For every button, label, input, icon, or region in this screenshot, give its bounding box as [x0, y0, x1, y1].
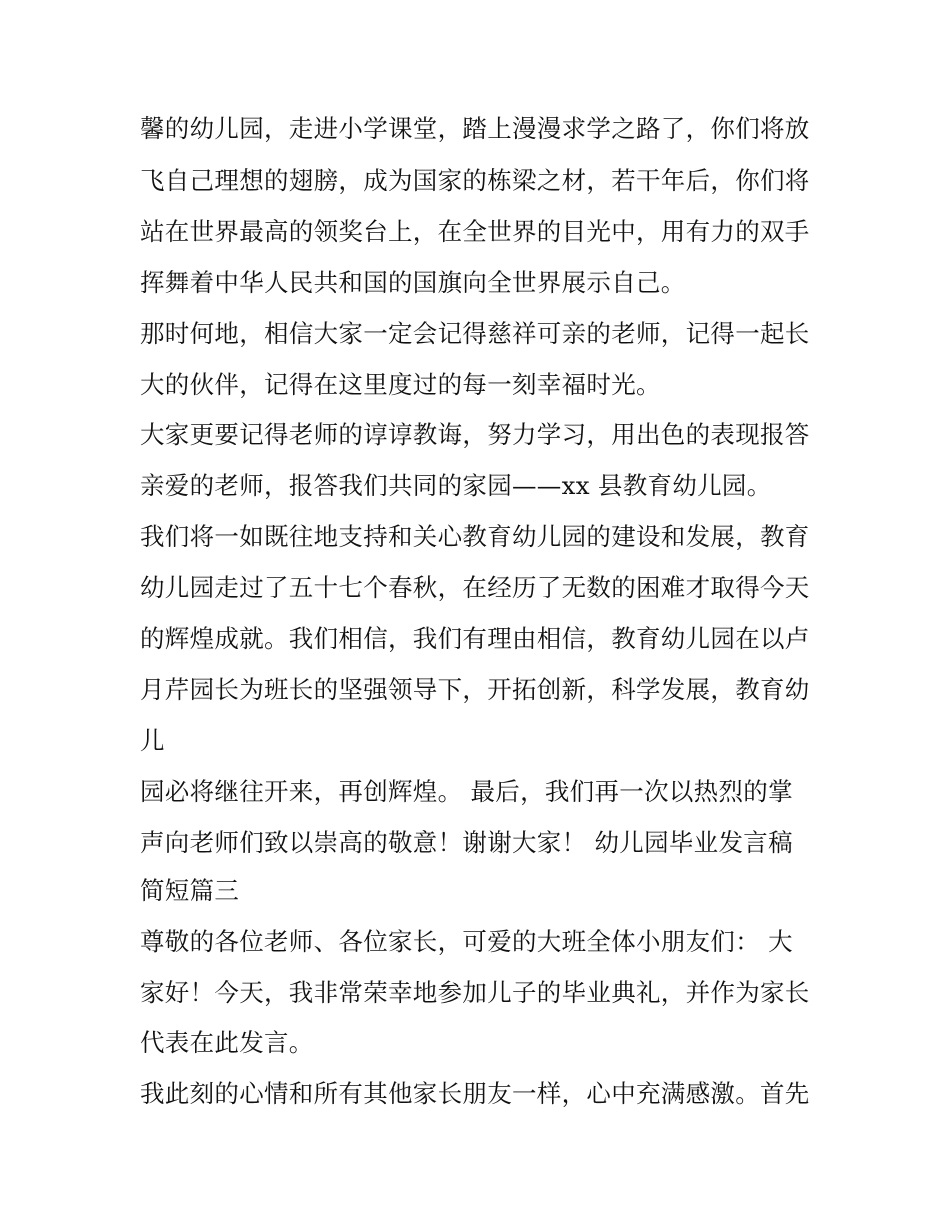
text-line: 我们将一如既往地支持和关心教育幼儿园的建设和发展，教育	[140, 522, 810, 551]
text-line: 的辉煌成就。我们相信，我们有理由相信，教育幼儿园在以卢	[140, 624, 810, 653]
text-line: 园必将继往开来，再创辉煌。 最后，我们再一次以热烈的掌	[140, 777, 793, 806]
text-line: 那时何地，相信大家一定会记得慈祥可亲的老师，记得一起长	[140, 319, 810, 348]
text-line: 大的伙伴，记得在这里度过的每一刻幸福时光。	[140, 370, 661, 399]
text-line: 月芹园长为班长的坚强领导下，开拓创新，科学发展，教育幼	[140, 675, 810, 704]
text-line: 尊敬的各位老师、各位家长，可爱的大班全体小朋友们： 大	[140, 927, 793, 956]
text-line: 儿	[140, 726, 165, 755]
text-line: 声向老师们致以崇高的敬意！谢谢大家！ 幼儿园毕业发言稿	[140, 828, 793, 857]
text-line: 幼儿园走过了五十七个春秋，在经历了无数的困难才取得今天	[140, 573, 810, 602]
text-line: 飞自己理想的翅膀，成为国家的栋梁之材，若干年后，你们将	[140, 166, 810, 195]
text-line: 代表在此发言。	[140, 1028, 314, 1057]
text-line: 站在世界最高的领奖台上，在全世界的目光中，用有力的双手	[140, 217, 810, 246]
text-line: 挥舞着中华人民共和国的国旗向全世界展示自己。	[140, 268, 686, 297]
text-line: 大家更要记得老师的谆谆教诲，努力学习，用出色的表现报答	[140, 420, 810, 449]
text-line: 简短篇三	[140, 876, 240, 905]
text-line: 馨的幼儿园，走进小学课堂，踏上漫漫求学之路了，你们将放	[140, 114, 810, 143]
text-line: 我此刻的心情和所有其他家长朋友一样，心中充满感激。首先	[140, 1079, 810, 1108]
text-line: 亲爱的老师，报答我们共同的家园——xx 县教育幼儿园。	[140, 471, 772, 500]
text-line: 家好！今天，我非常荣幸地参加儿子的毕业典礼，并作为家长	[140, 978, 810, 1007]
